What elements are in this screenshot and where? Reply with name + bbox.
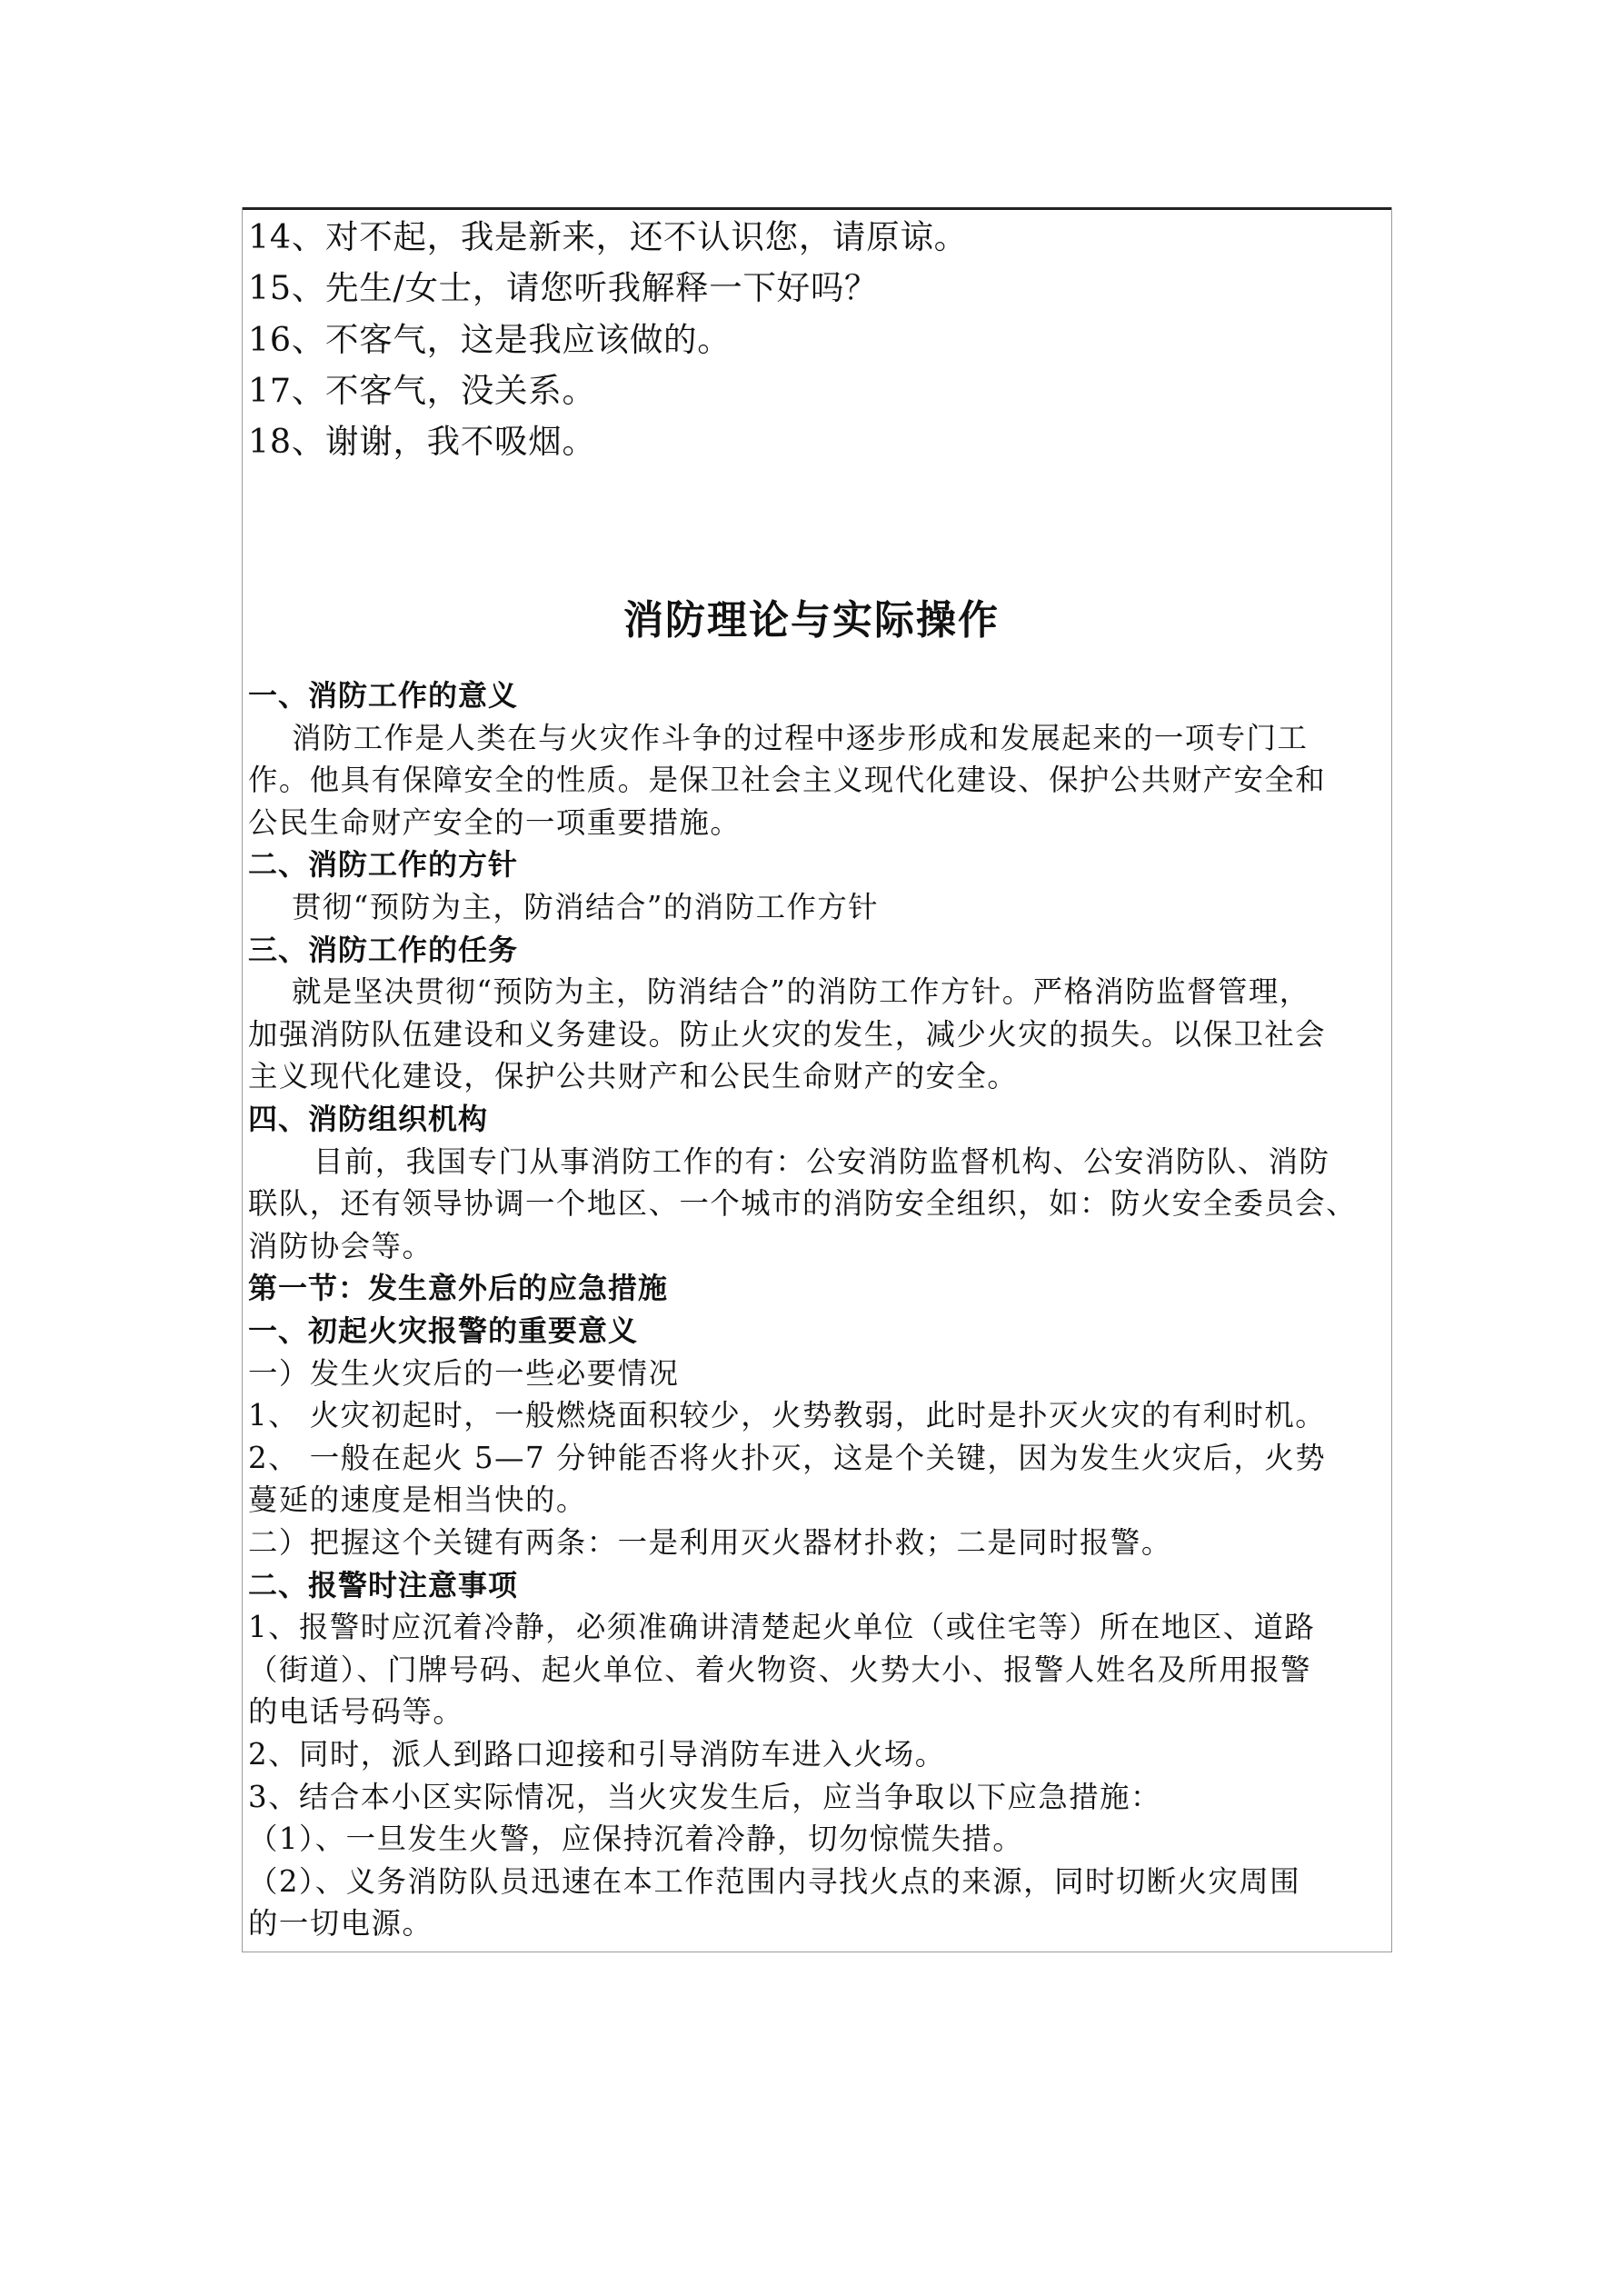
paragraph-line: （2）、义务消防队员迅速在本工作范围内寻找火点的来源，同时切断火灾周围 — [248, 1864, 1301, 1899]
paragraph-line: 就是坚决贯彻“预防为主，防消结合”的消防工作方针。严格消防监督管理， — [292, 974, 1310, 1009]
paragraph-line: 2、 一般在起火 5—7 分钟能否将火扑灭，这是个关键，因为发生火灾后，火势 — [248, 1441, 1327, 1475]
phrase-item: 15、先生/女士，请您听我解释一下好吗？ — [248, 268, 879, 307]
section-heading: 一、初起火灾报警的重要意义 — [248, 1313, 639, 1348]
paragraph-line: 二）把握这个关键有两条：一是利用灭火器材扑救；二是同时报警。 — [248, 1525, 1172, 1560]
section-heading: 四、消防组织机构 — [248, 1102, 489, 1136]
paragraph-line: 作。他具有保障安全的性质。是保卫社会主义现代化建设、保护公共财产安全和 — [248, 763, 1327, 797]
paragraph-line: 的电话号码等。 — [248, 1694, 464, 1729]
paragraph-line: 消防工作是人类在与火灾作斗争的过程中逐步形成和发展起来的一项专门工 — [292, 721, 1309, 755]
section-heading: 一、消防工作的意义 — [248, 678, 519, 713]
phrase-item: 18、谢谢，我不吸烟。 — [248, 422, 596, 461]
paragraph-line: 1、 火灾初起时，一般燃烧面积较少，火势教弱，此时是扑灭火灾的有利时机。 — [248, 1398, 1327, 1433]
paragraph-line: 1、报警时应沉着冷静，必须准确讲清楚起火单位（或住宅等）所在地区、道路 — [248, 1610, 1316, 1644]
section-heading: 二、报警时注意事项 — [248, 1568, 519, 1602]
paragraph-line: （1）、一旦发生火警，应保持沉着冷静，切勿惊慌失措。 — [248, 1822, 1024, 1856]
paragraph-line: 2、同时，派人到路口迎接和引导消防车进入火场。 — [248, 1737, 946, 1772]
paragraph-line: 的一切电源。 — [248, 1906, 433, 1941]
paragraph-line: 主义现代化建设，保护公共财产和公民生命财产的安全。 — [248, 1059, 1019, 1093]
section-title: 消防理论与实际操作 — [623, 597, 1000, 644]
paragraph-line: 消防协会等。 — [248, 1229, 433, 1263]
paragraph-line: 加强消防队伍建设和义务建设。防止火灾的发生，减少火灾的损失。以保卫社会 — [248, 1017, 1327, 1052]
paragraph-line: 贯彻“预防为主，防消结合”的消防工作方针 — [292, 890, 880, 924]
paragraph-line: 联队，还有领导协调一个地区、一个城市的消防安全组织，如：防火安全委员会、 — [248, 1186, 1358, 1221]
paragraph-line: 公民生命财产安全的一项重要措施。 — [248, 805, 742, 840]
paragraph-line: 蔓延的速度是相当快的。 — [248, 1482, 587, 1517]
section-heading: 三、消防工作的任务 — [248, 933, 519, 967]
phrase-item: 14、对不起，我是新来，还不认识您，请原谅。 — [248, 217, 968, 256]
paragraph-line: 一）发生火灾后的一些必要情况 — [248, 1356, 680, 1391]
paragraph-line: 3、结合本小区实际情况，当火灾发生后，应当争取以下应急措施： — [248, 1780, 1161, 1814]
section-heading: 第一节：发生意外后的应急措施 — [248, 1271, 669, 1305]
paragraph-line: （街道）、门牌号码、起火单位、着火物资、火势大小、报警人姓名及所用报警 — [248, 1652, 1311, 1687]
phrase-item: 16、不客气，这是我应该做的。 — [248, 320, 732, 359]
phrase-item: 17、不客气，没关系。 — [248, 371, 596, 410]
paragraph-line: 目前，我国专门从事消防工作的有：公安消防监督机构、公安消防队、消防 — [314, 1144, 1330, 1179]
section-heading: 二、消防工作的方针 — [248, 847, 519, 882]
